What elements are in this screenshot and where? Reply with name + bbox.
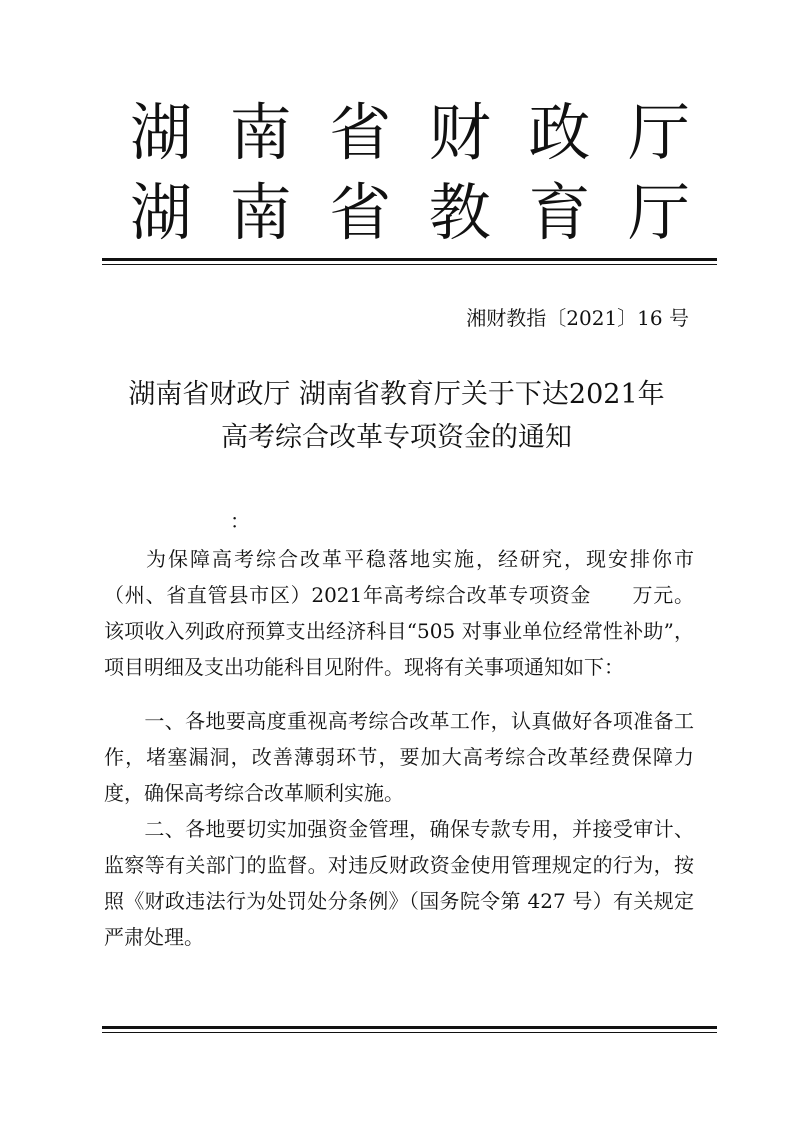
paragraph-text: 一、各地要高度重视高考综合改革工作，认真做好各项准备工作，堵塞漏洞，改善薄弱环节，要加大高考综合改革经费保障力度，确保高考综合改革顺利实施。 (104, 709, 694, 805)
header-char: 南 (229, 176, 292, 249)
paragraph-text: 二、各地要切实加强资金管理，确保专款专用，并接受审计、监察等有关部门的监督。对违反财政资金使用管理规定的行为，按照《财政违法行为处罚处分条例》（国务院令第 427 号）有关规定严肃处理。 (104, 817, 694, 949)
document-title-line-2: 高考综合改革专项资金的通知 (221, 422, 572, 453)
header-char: 省 (329, 176, 392, 249)
header-char: 教 (428, 176, 491, 249)
header-char: 湖 (130, 176, 193, 249)
header-char: 厅 (627, 176, 690, 249)
header-char: 厅 (627, 96, 690, 169)
header-char: 政 (528, 96, 591, 169)
body-paragraph-2 (104, 703, 694, 811)
paragraph-text: 为保障高考综合改革平稳落地实施，经研究，现安排你市（州、省直管县市区）2021年高考综合改革专项资金 万元。该项收入列政府预算支出经济科目“505 对事业单位经常性补助”，项目明细及支出功能科目见附件。现将有关事项通知如下： (104, 547, 694, 679)
footer-divider-thin (102, 1032, 717, 1033)
header-char: 南 (229, 96, 292, 169)
header-char: 湖 (130, 96, 193, 169)
header-divider-thick (102, 258, 717, 261)
body-paragraph-1 (104, 541, 694, 685)
header-divider-thin (102, 264, 717, 265)
document-number: 湘财教指〔2021〕16 号 (466, 306, 689, 330)
recipient-line: ： (230, 509, 250, 533)
header-char: 财 (428, 96, 491, 169)
header-char: 育 (528, 176, 591, 249)
footer-divider-thick (102, 1026, 717, 1029)
document-title-line-1: 湖南省财政厅 湖南省教育厅关于下达2021年 (128, 379, 665, 410)
header-char: 省 (329, 96, 392, 169)
issuer-header-line-1 (130, 97, 690, 169)
issuer-header-line-2 (130, 177, 690, 249)
body-paragraph-3 (104, 811, 694, 955)
